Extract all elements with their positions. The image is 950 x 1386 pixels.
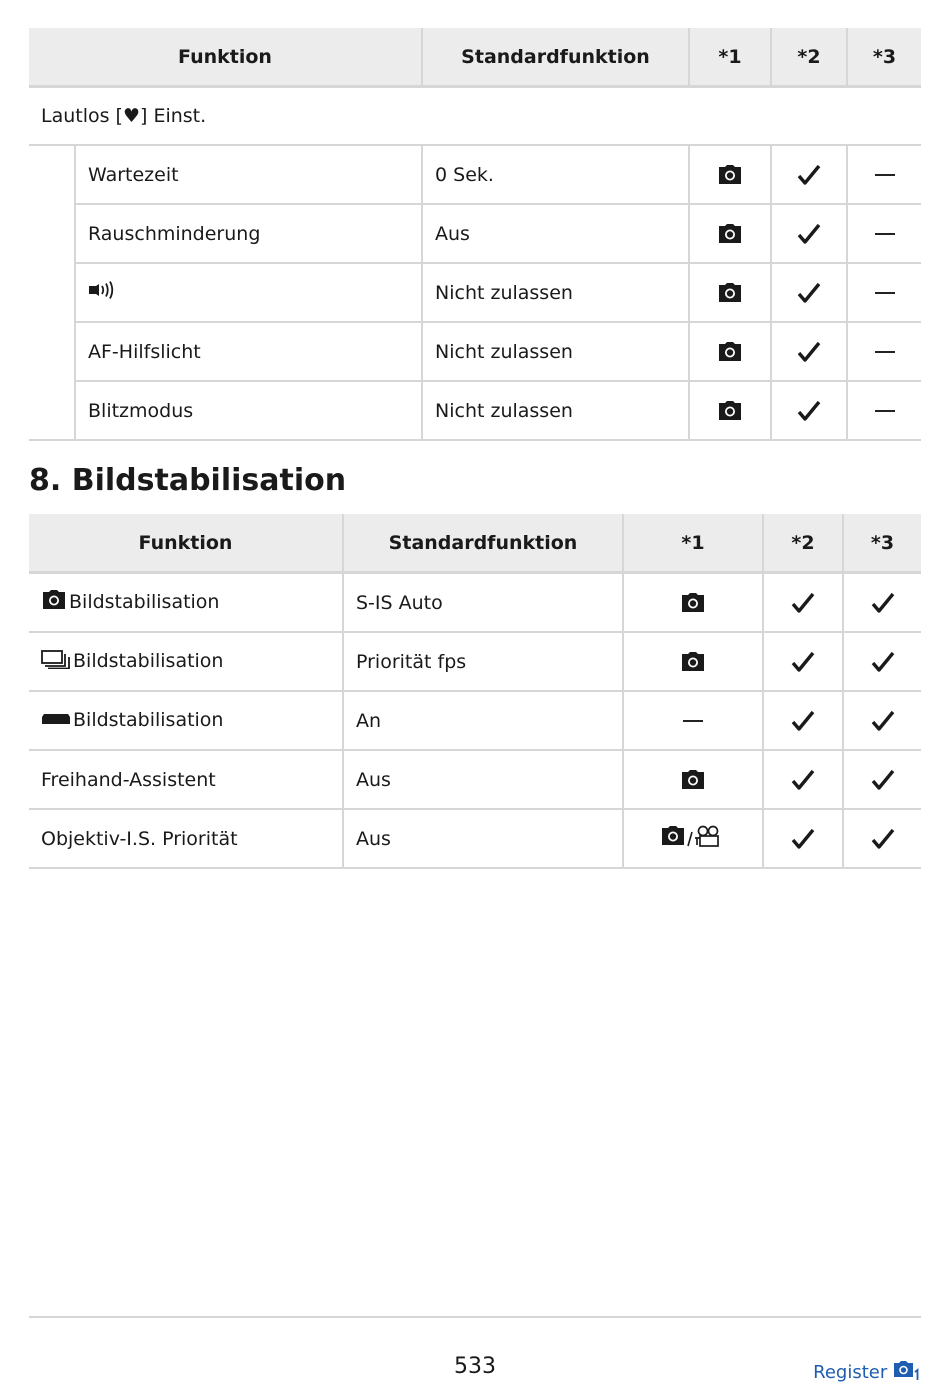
cell-funktion: Objektiv-I.S. Priorität	[29, 809, 343, 868]
check-icon	[763, 750, 843, 809]
indent-cell	[29, 204, 75, 263]
indent-cell	[29, 145, 75, 204]
check-icon	[843, 632, 921, 691]
table-row	[29, 204, 921, 263]
camera-icon	[689, 322, 771, 381]
cell-standard: Nicht zulassen	[422, 381, 689, 440]
check-icon	[763, 632, 843, 691]
header-col1: *1	[689, 28, 771, 87]
header-funktion: Funktion	[29, 514, 343, 573]
dash-icon	[847, 381, 921, 440]
footer-divider	[29, 1316, 921, 1318]
camera-icon	[689, 263, 771, 322]
check-icon	[763, 809, 843, 868]
dash-icon	[847, 204, 921, 263]
check-icon	[843, 573, 921, 633]
settings-table-stabilisation	[29, 514, 921, 869]
check-icon	[843, 691, 921, 750]
page-number: 533	[454, 1354, 496, 1379]
camera-icon	[41, 589, 67, 616]
header-col2: *2	[763, 514, 843, 573]
cell-funktion-cell	[29, 691, 343, 750]
dash-icon	[847, 322, 921, 381]
cell-standard: An	[343, 691, 623, 750]
check-icon	[843, 809, 921, 868]
indent-cell	[29, 263, 75, 322]
cell-funktion: Blitzmodus	[75, 381, 422, 440]
table-row	[29, 322, 921, 381]
cell-standard: Nicht zulassen	[422, 263, 689, 322]
camera-movie-icon	[623, 809, 763, 868]
settings-table-silent	[29, 28, 921, 441]
header-col2: *2	[771, 28, 847, 87]
table-row	[29, 809, 921, 868]
table-row	[29, 750, 921, 809]
cell-standard: Priorität fps	[343, 632, 623, 691]
check-icon	[771, 381, 847, 440]
register-label: Register	[813, 1362, 888, 1383]
cell-standard: Aus	[343, 750, 623, 809]
cell-funktion: Bildstabilisation	[73, 709, 224, 732]
header-standardfunktion: Standardfunktion	[343, 514, 623, 573]
table-row	[29, 691, 921, 750]
header-funktion: Funktion	[29, 28, 422, 87]
check-icon	[843, 750, 921, 809]
table-row	[29, 381, 921, 440]
cell-funktion-sound	[75, 263, 422, 322]
table-row	[29, 632, 921, 691]
camera-icon	[689, 145, 771, 204]
camera-icon	[623, 750, 763, 809]
table-row	[29, 145, 921, 204]
cell-funktion: AF-Hilfslicht	[75, 322, 422, 381]
check-icon	[771, 145, 847, 204]
sequential-shooting-icon	[41, 649, 71, 674]
video-bar-icon	[41, 710, 71, 732]
sound-icon	[88, 280, 116, 305]
group-label: Lautlos [♥] Einst.	[29, 87, 921, 146]
camera-icon	[623, 632, 763, 691]
indent-cell	[29, 381, 75, 440]
cell-funktion: Bildstabilisation	[73, 650, 224, 672]
cell-standard: Aus	[343, 809, 623, 868]
camera-icon	[623, 573, 763, 633]
check-icon	[763, 691, 843, 750]
check-icon	[763, 573, 843, 633]
cell-standard: S-IS Auto	[343, 573, 623, 633]
header-col1: *1	[623, 514, 763, 573]
cell-funktion-cell	[29, 632, 343, 691]
cell-standard: Aus	[422, 204, 689, 263]
register-link[interactable]	[813, 1359, 921, 1386]
table-header-row	[29, 514, 921, 573]
cell-funktion-cell	[29, 573, 343, 633]
cell-funktion: Bildstabilisation	[69, 591, 220, 613]
header-col3: *3	[847, 28, 921, 87]
table-row	[29, 573, 921, 633]
header-col3: *3	[843, 514, 921, 573]
table-row	[29, 263, 921, 322]
cell-funktion: Rauschminderung	[75, 204, 422, 263]
dash-icon	[847, 145, 921, 204]
check-icon	[771, 322, 847, 381]
cell-funktion: Wartezeit	[75, 145, 422, 204]
section-title: 8. Bildstabilisation	[29, 463, 347, 498]
camera-icon	[689, 381, 771, 440]
cell-standard: 0 Sek.	[422, 145, 689, 204]
indent-cell	[29, 322, 75, 381]
table-header-row	[29, 28, 921, 87]
cell-standard: Nicht zulassen	[422, 322, 689, 381]
check-icon	[771, 204, 847, 263]
dash-icon	[623, 691, 763, 750]
cell-funktion: Freihand-Assistent	[29, 750, 343, 809]
header-standardfunktion: Standardfunktion	[422, 28, 689, 87]
camera-icon	[689, 204, 771, 263]
check-icon	[771, 263, 847, 322]
group-row	[29, 87, 921, 146]
dash-icon	[847, 263, 921, 322]
